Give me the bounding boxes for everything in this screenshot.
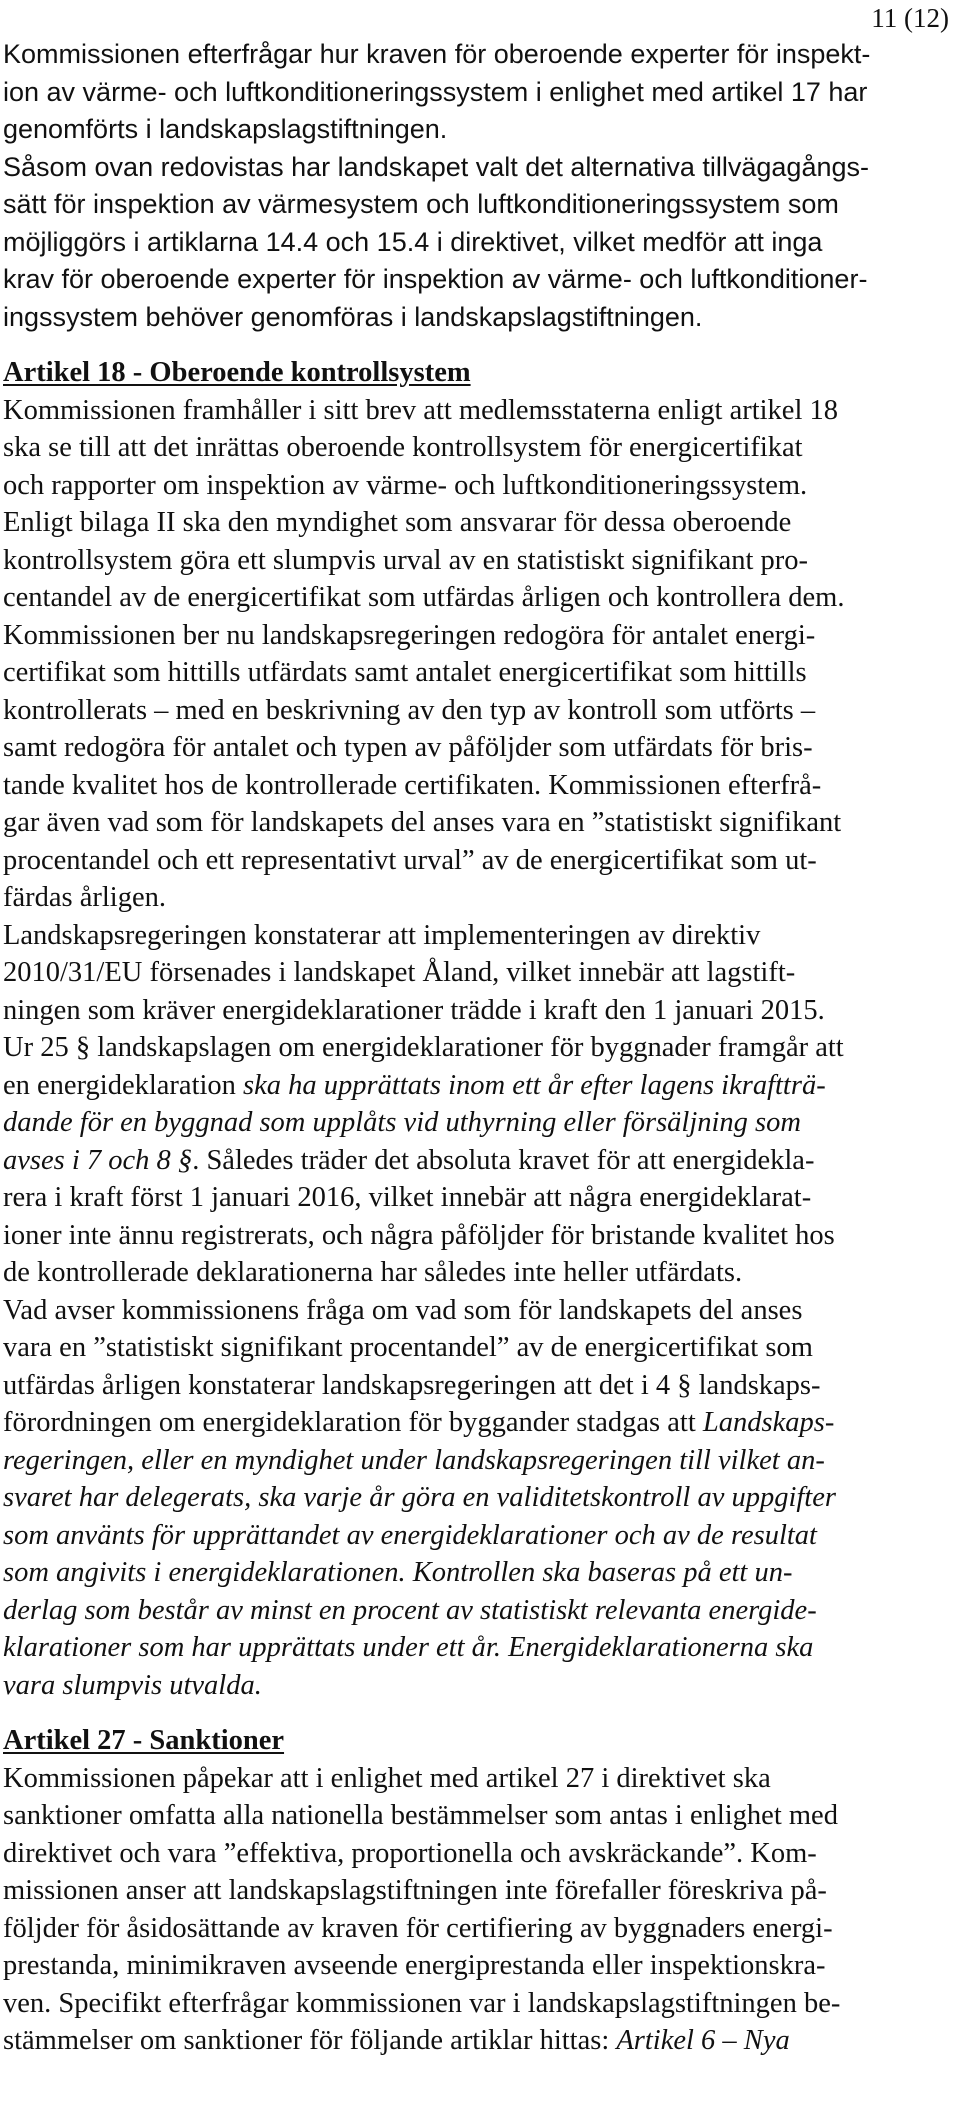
text-line [3,1404,951,1442]
text-line: Kommissionen framhåller i sitt brev att medlemsstaterna enligt artikel 18 [3,394,838,426]
italic-quote: Landskaps- [702,1407,835,1438]
text-line: genomförts i landskapslagstiftningen. [3,114,448,144]
text-run: en energideklaration [3,1069,244,1101]
text-line [3,1629,951,1667]
italic-quote: klarationer som har upprättats under ett år. Energideklarationerna ska [3,1632,814,1663]
text-run: stämmelser om sanktioner för följande artiklar hittas: [3,2025,617,2056]
text-line: certifikat som hittills utfärdats samt antalet energicertifikat som hittills [3,657,807,688]
italic-quote: Artikel 6 – Nya [616,2025,790,2056]
text-line: 2010/31/EU försenades i landskapet Åland, vilket innebär att lagstift- [3,957,796,988]
text-line [3,1554,951,1592]
text-line: Enligt bilaga II ska den myndighet som ansvarar för dessa oberoende [3,507,792,538]
text-line: Kommissionen ber nu landskapsregeringen redogöra för antalet energi- [3,619,816,651]
text-line: kontrollerats – med en beskrivning av den typ av kontroll som utförts – [3,694,816,726]
text-line: centandel av de energicertifikat som utfärdas årligen och kontrollera dem. [3,582,845,613]
italic-quote: som angivits i energideklarationen. Kontrollen ska baseras på ett un- [3,1557,793,1588]
section-heading-artikel-27: Artikel 27 - Sanktioner [3,1725,285,1756]
italic-quote: som använts för upprättandet av energideklarationer och av de resultat [3,1519,817,1551]
document-body [3,36,951,2060]
text-line: procentandel och ett representativt urval” av de energicertifikat som ut- [3,844,817,876]
text-line: vara en ”statistiskt signifikant procentandel” av de energicertifikat som [3,1332,813,1363]
text-line: sätt för inspektion av värmesystem och luftkonditioneringssystem som [3,189,839,219]
paragraph-2 [3,149,951,337]
text-line: de kontrollerade deklarationerna har således inte heller utfärdats. [3,1257,743,1288]
text-line: ioner inte ännu registrerats, och några påföljder för bristande kvalitet hos [3,1219,835,1251]
text-line: krav för oberoende experter för inspektion av värme- och luftkonditioner- [3,264,868,294]
paragraph-4 [3,504,951,617]
text-line: prestanda, minimikraven avseende energiprestanda eller inspektionskra- [3,1950,826,1981]
text-line [3,1442,951,1480]
text-line: missionen anser att landskapslagstiftningen inte förefaller föreskriva på- [3,1875,827,1906]
text-line: följder för åsidosättande av kraven för certifiering av byggnaders energi- [3,1912,833,1944]
paragraph-7 [3,1029,951,1292]
italic-quote: svaret har delegerats, ska varje år göra en validitetskontroll av uppgifter [3,1482,836,1513]
text-line [3,1517,951,1555]
text-line [3,2022,951,2060]
text-line: Kommissionen efterfrågar hur kraven för oberoende experter för inspekt- [3,39,871,69]
text-line: Såsom ovan redovistas har landskapet valt det alternativa tillvägagångs- [3,151,869,182]
page-number: 11 (12) [871,3,949,33]
text-line: gar även vad som för landskapets del anses vara en ”statistiskt signifikant [3,807,842,838]
paragraph-1 [3,36,951,149]
text-line: ningen som kräver energideklarationer trädde i kraft den 1 januari 2015. [3,994,825,1026]
text-line [3,1592,951,1630]
italic-quote: vara slumpvis utvalda. [3,1669,262,1701]
text-line [3,1142,951,1180]
text-line: sanktioner omfatta alla nationella bestämmelser som antas i enlighet med [3,1800,838,1831]
text-line: samt redogöra för antalet och typen av påföljder som utfärdats för bris- [3,732,813,763]
text-line: utfärdas årligen konstaterar landskapsregeringen att det i 4 § landskaps- [3,1369,821,1401]
paragraph-9 [3,1760,951,2060]
text-line: rera i kraft först 1 januari 2016, vilket innebär att några energideklarat- [3,1182,812,1213]
text-line: ion av värme- och luftkonditioneringssystem i enlighet med artikel 17 har [3,76,868,107]
text-line [3,1104,951,1142]
paragraph-6 [3,917,951,1030]
text-line: Vad avser kommissionens fråga om vad som för landskapets del anses [3,1294,803,1326]
paragraph-8 [3,1292,951,1705]
text-line: färdas årligen. [3,882,166,913]
paragraph-gap [3,336,951,354]
text-line: direktivet och vara ”effektiva, proportionella och avskräckande”. Kom- [3,1837,817,1869]
text-line: kontrollsystem göra ett slumpvis urval av en statistiskt signifikant pro- [3,544,809,576]
paragraph-gap [3,1704,951,1722]
text-line: möjliggörs i artiklarna 14.4 och 15.4 i direktivet, vilket medför att inga [3,226,823,257]
text-line: Kommissionen påpekar att i enlighet med artikel 27 i direktivet ska [3,1762,771,1794]
italic-quote: derlag som består av minst en procent av statistiskt relevanta energide- [3,1594,817,1626]
text-line: ingssystem behöver genomföras i landskapslagstiftningen. [3,301,703,332]
text-line [3,1667,951,1705]
italic-quote: dande för en byggnad som upplåts vid uthyrning eller försäljning som [3,1107,801,1138]
text-line [3,1067,951,1105]
text-line: tande kvalitet hos de kontrollerade certifikaten. Kommissionen efterfrå- [3,769,822,801]
text-line: Ur 25 § landskapslagen om energideklarationer för byggnader framgår att [3,1032,844,1063]
text-run: . Således träder det absoluta kravet för att energidekla- [192,1144,815,1176]
text-line [3,1479,951,1517]
text-line: ska se till att det inrättas oberoende kontrollsystem för energicertifikat [3,432,803,463]
italic-quote: ska ha upprättats inom ett år efter lagens ikraftträ- [243,1069,826,1101]
italic-quote: avses i 7 och 8 § [3,1144,193,1176]
section-heading-artikel-18: Artikel 18 - Oberoende kontrollsystem [3,357,471,388]
paragraph-3 [3,392,951,505]
text-line: Landskapsregeringen konstaterar att implementeringen av direktiv [3,919,761,951]
paragraph-5 [3,617,951,917]
text-run: förordningen om energideklaration för byggander stadgas att [3,1407,703,1438]
italic-quote: regeringen, eller en myndighet under landskapsregeringen till vilket an- [3,1444,825,1476]
text-line: och rapporter om inspektion av värme- och luftkonditioneringssystem. [3,469,808,501]
text-line: ven. Specifikt efterfrågar kommissionen var i landskapslagstiftningen be- [3,1987,841,2019]
